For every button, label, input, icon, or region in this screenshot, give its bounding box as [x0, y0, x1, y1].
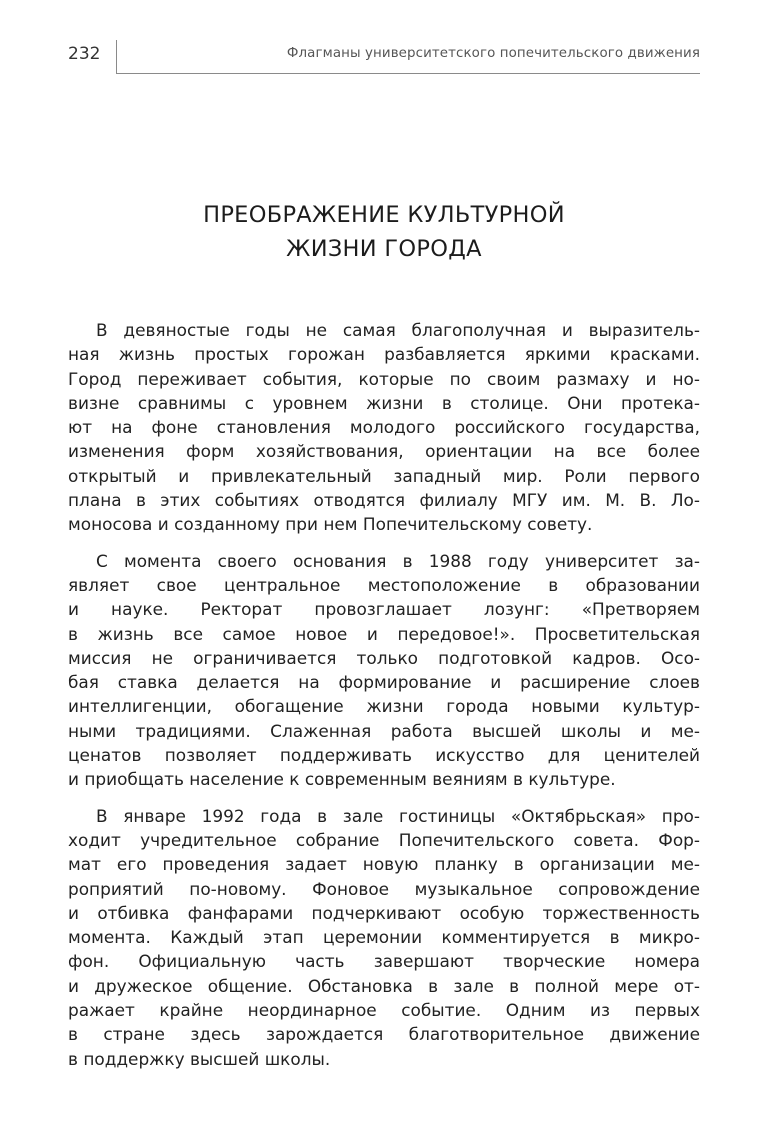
text-line: мат его проведения задает новую планку в организации ме- — [68, 854, 700, 875]
text-line: и науке. Ректорат провозглашает лозунг: «Претворяем — [68, 599, 700, 620]
header-vertical-divider — [116, 40, 117, 74]
text-line: ная жизнь простых горожан разбавляется яркими красками. — [68, 344, 700, 365]
text-line: роприятий по-новому. Фоновое музыкальное сопровождение — [68, 878, 700, 899]
text-line: В январе 1992 года в зале гостиницы «Октябрьская» про- — [96, 805, 700, 826]
text-line: ражает крайне неординарное событие. Одним из первых — [68, 1000, 700, 1021]
text-line: В девяностые годы не самая благополучная и выразитель- — [96, 320, 700, 340]
text-line: в стране здесь зарождается благотворительное движение — [68, 1024, 700, 1045]
text-line: интеллигенции, обогащение жизни города новыми культур- — [68, 696, 700, 717]
text-line: миссия не ограничивается только подготовкой кадров. Осо- — [68, 647, 700, 668]
text-line: ют на фоне становления молодого российского государства, — [68, 417, 700, 438]
text-line: бая ставка делается на формирование и расширение слоев — [68, 672, 700, 693]
text-line: в поддержку высшей школы. — [68, 1048, 331, 1069]
text-line: момента. Каждый этап церемонии комментируется в микро- — [68, 927, 700, 948]
paragraph-3 — [68, 804, 700, 1071]
text-line: и отбивка фанфарами подчеркивают особую торжественность — [68, 902, 700, 923]
chapter-title-line-1: ПРЕОБРАЖЕНИЕ КУЛЬТУРНОЙ — [203, 202, 565, 228]
chapter-title — [68, 198, 700, 266]
text-line: фон. Официальную часть завершают творческие номера — [68, 951, 700, 972]
paragraph-1 — [68, 318, 700, 537]
body-text — [68, 318, 700, 1083]
text-line: изменения форм хозяйствования, ориентации на все более — [68, 441, 700, 462]
text-line: в жизнь все самое новое и передовое!». Просветительская — [68, 623, 700, 644]
page-header — [68, 40, 700, 74]
text-line: С момента своего основания в 1988 году университет за- — [96, 550, 700, 571]
paragraph-2 — [68, 549, 700, 792]
text-line: являет свое центральное местоположение в образовании — [68, 574, 700, 595]
text-line: визне сравнимы с уровнем жизни в столице. Они протека- — [68, 392, 700, 413]
page-number: 232 — [68, 44, 101, 64]
text-line: Город переживает события, которые по своим размаху и но- — [68, 368, 700, 389]
text-line: плана в этих событиях отводятся филиалу МГУ им. М. В. Ло- — [68, 490, 700, 511]
running-head: Флагманы университетского попечительского движения — [286, 46, 700, 61]
text-line: моносова и созданному при нем Попечительскому совету. — [68, 514, 593, 535]
text-line: и приобщать население к современным веяниям в культуре. — [68, 769, 616, 790]
text-line: ными традициями. Слаженная работа высшей школы и ме- — [68, 720, 700, 741]
chapter-title-line-2: ЖИЗНИ ГОРОДА — [286, 236, 482, 262]
text-line: открытый и привлекательный западный мир. Роли первого — [68, 465, 700, 486]
text-line: и дружеское общение. Обстановка в зале в полной мере от- — [68, 975, 700, 996]
text-line: ценатов позволяет поддерживать искусство для ценителей — [68, 745, 700, 766]
text-line: ходит учредительное собрание Попечительского совета. Фор- — [68, 829, 700, 850]
header-rule — [116, 73, 700, 74]
